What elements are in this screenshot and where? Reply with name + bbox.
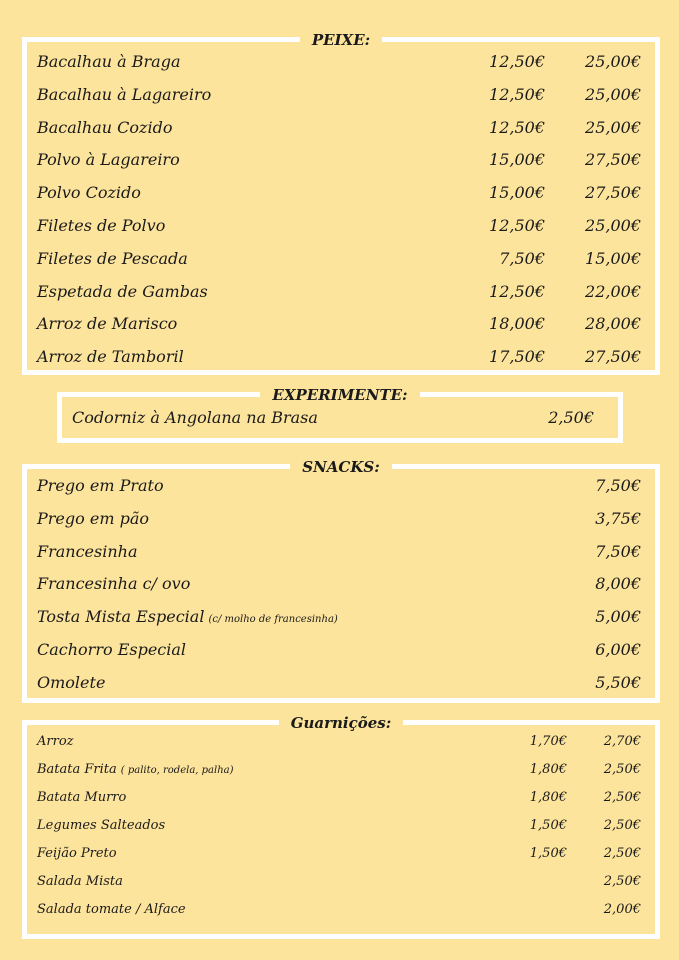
menu-item-name <box>37 898 186 922</box>
menu-item-name <box>37 758 234 783</box>
menu-item-name <box>37 730 74 754</box>
price-small: 7,50€ <box>499 248 545 268</box>
price-large: 25,00€ <box>585 216 641 235</box>
menu-item-label: Francesinha <box>37 541 138 561</box>
menu-item-label: Polvo Cozido <box>37 183 141 203</box>
price-small: 12,50€ <box>489 84 545 104</box>
menu-item-name <box>37 83 211 107</box>
price-large: 2,50€ <box>603 790 641 805</box>
menu-item-name <box>37 507 149 531</box>
price-small: 3,75€ <box>595 508 641 528</box>
menu-item-label: Legumes Salteados <box>37 818 166 833</box>
menu-item-label: Filetes de Polvo <box>37 216 166 235</box>
menu-item-name <box>37 181 141 205</box>
menu-item-name <box>37 312 177 336</box>
menu-item-label: Bacalhau Cozido <box>37 117 173 137</box>
price-large: 27,50€ <box>585 347 641 367</box>
menu-item-label: Francesinha c/ ovo <box>37 574 191 594</box>
menu-item-label: Omolete <box>37 672 106 692</box>
price-small: 12,50€ <box>489 281 545 301</box>
menu-item <box>27 474 655 498</box>
price-small: 12,50€ <box>489 117 545 137</box>
price-large: 25,00€ <box>585 84 641 104</box>
menu-item-name <box>37 638 186 662</box>
section-title-guarnicoes: Guarnições: <box>279 713 404 733</box>
menu-item-name <box>37 280 208 304</box>
menu-item-label: Bacalhau à Lagareiro <box>37 84 212 104</box>
menu-item-name <box>37 870 123 894</box>
price-large: 25,00€ <box>585 52 641 71</box>
menu-item <box>27 507 655 531</box>
price-small: 12,50€ <box>489 216 545 235</box>
menu-item <box>27 842 655 866</box>
section-guarnicoes <box>22 714 660 939</box>
menu-item-label: Salada tomate / Alface <box>37 902 186 917</box>
menu-item <box>27 758 655 782</box>
section-title-snacks: SNACKS: <box>290 457 392 477</box>
menu-item-name <box>37 148 180 172</box>
price-small: 5,50€ <box>595 672 641 692</box>
menu-item <box>27 572 655 596</box>
menu-item-name <box>37 116 172 140</box>
menu-item-name <box>37 842 117 866</box>
price-small: 15,00€ <box>489 183 545 203</box>
price-large: 15,00€ <box>585 248 641 268</box>
menu-item-label: Bacalhau à Braga <box>37 52 181 71</box>
price-large: 2,50€ <box>603 874 641 889</box>
menu-item <box>27 247 655 271</box>
menu-item-label: Salada Mista <box>37 874 123 889</box>
menu-item-label: Arroz de Marisco <box>37 314 178 334</box>
price-small: 1,70€ <box>529 734 567 749</box>
price-large: 27,50€ <box>585 183 641 203</box>
price-small: 6,00€ <box>595 640 641 659</box>
price-large: 2,70€ <box>603 734 641 749</box>
menu-item-name <box>37 671 105 695</box>
menu-item-label: Prego em Prato <box>37 476 164 495</box>
menu-item <box>27 181 655 205</box>
menu-item <box>27 540 655 564</box>
menu-item-name <box>72 406 318 430</box>
menu-item-name <box>37 572 190 596</box>
menu-item <box>62 406 618 430</box>
menu-item-label: Feijão Preto <box>37 846 117 861</box>
menu-item-label: Polvo à Lagareiro <box>37 150 180 170</box>
menu-item <box>27 312 655 336</box>
menu-item-label: Prego em pão <box>37 508 149 528</box>
price-small: 1,80€ <box>529 790 567 805</box>
price-small: 1,50€ <box>529 818 567 833</box>
menu-item-note: ( palito, rodela, palha) <box>120 765 234 776</box>
menu-item <box>27 870 655 894</box>
section-experimente <box>57 386 623 443</box>
menu-item-label: Batata Murro <box>37 790 127 805</box>
menu-item-label: Arroz <box>37 734 74 749</box>
section-snacks <box>22 458 660 703</box>
menu-item <box>27 148 655 172</box>
menu-item <box>27 898 655 922</box>
menu-item-name <box>37 50 181 74</box>
menu-item <box>27 116 655 140</box>
menu-item-name <box>37 540 138 564</box>
price-small: 5,00€ <box>595 607 641 627</box>
section-title-peixe: PEIXE: <box>300 30 382 50</box>
price-small: 8,00€ <box>595 574 641 594</box>
menu-item <box>27 814 655 838</box>
section-title-experimente: EXPERIMENTE: <box>260 385 419 405</box>
menu-item-label: Batata Frita <box>37 762 117 777</box>
section-peixe <box>22 31 660 375</box>
menu-item-label: Arroz de Tamboril <box>37 347 184 367</box>
price-small: 1,80€ <box>529 762 567 777</box>
price-large: 25,00€ <box>585 117 641 137</box>
menu-item-label: Tosta Mista Especial <box>37 607 205 627</box>
price-large: 2,00€ <box>603 902 641 917</box>
menu-item <box>27 671 655 695</box>
menu-item <box>27 83 655 107</box>
price-large: 27,50€ <box>585 150 641 170</box>
price-small: 15,00€ <box>489 150 545 170</box>
price-large: 28,00€ <box>585 314 641 334</box>
menu-item <box>27 786 655 810</box>
menu-item-name <box>37 605 338 632</box>
menu-item-name <box>37 345 184 369</box>
price-small: 12,50€ <box>489 52 545 71</box>
menu-item <box>27 638 655 662</box>
price-small: 1,50€ <box>529 846 567 861</box>
price-large: 2,50€ <box>603 818 641 833</box>
menu-item <box>27 280 655 304</box>
menu-item-name <box>37 214 165 238</box>
menu-item <box>27 605 655 629</box>
menu-item <box>27 730 655 754</box>
menu-item <box>27 50 655 74</box>
price-small: 7,50€ <box>595 541 641 561</box>
menu-item-label: Filetes de Pescada <box>37 248 188 268</box>
menu-item-name <box>37 814 165 838</box>
price-small: 17,50€ <box>489 347 545 367</box>
menu-item-note: (c/ molho de francesinha) <box>208 614 338 626</box>
menu-item-name <box>37 474 164 498</box>
price-small: 7,50€ <box>595 476 641 495</box>
price-small: 18,00€ <box>489 314 545 334</box>
menu-item-label: Cachorro Especial <box>37 640 187 659</box>
menu-item-name <box>37 786 126 810</box>
menu-item-label: Codorniz à Angolana na Brasa <box>72 408 318 427</box>
price-large: 2,50€ <box>603 762 641 777</box>
menu-item <box>27 345 655 369</box>
menu-item-label: Espetada de Gambas <box>37 281 208 301</box>
price-large: 22,00€ <box>585 281 641 301</box>
menu-item <box>27 214 655 238</box>
menu-item-name <box>37 247 188 271</box>
price-small: 2,50€ <box>548 408 594 427</box>
price-large: 2,50€ <box>603 846 641 861</box>
